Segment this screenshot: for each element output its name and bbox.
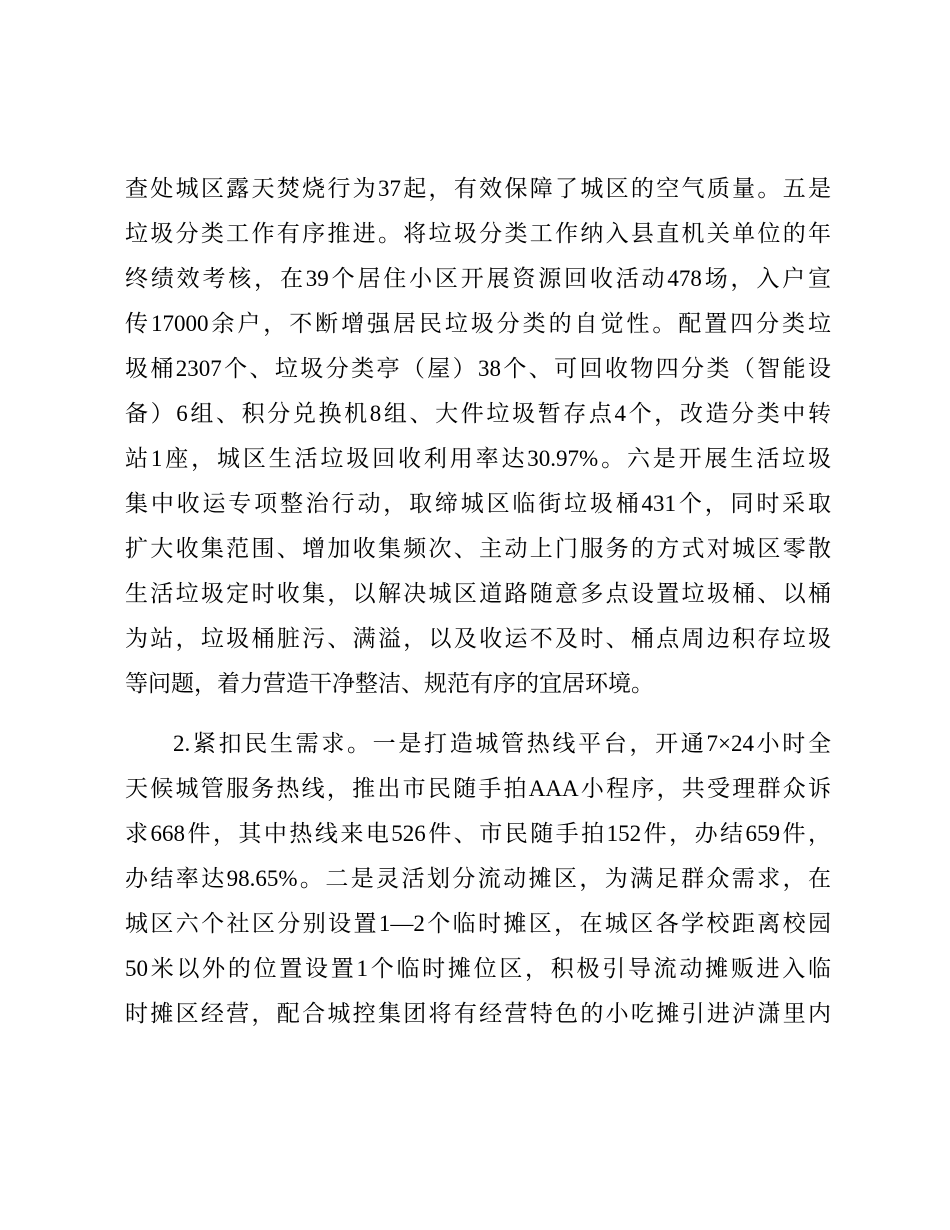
text-line: 集中收运专项整治行动，取缔城区临街垃圾桶431个，同时采取 xyxy=(125,491,831,516)
text-line: 站1座，城区生活垃圾回收利用率达30.97%。六是开展生活垃圾 xyxy=(125,446,831,471)
text-line: 50米以外的位置设置1个临时摊位区，积极引导流动摊贩进入临 xyxy=(125,956,831,981)
paragraph-waste-sorting xyxy=(125,166,831,706)
text-line: 传17000余户，不断增强居民垃圾分类的自觉性。配置四分类垃 xyxy=(125,311,831,336)
text-line: 圾桶2307个、垃圾分类亭（屋）38个、可回收物四分类（智能设 xyxy=(125,356,831,381)
text-line: 生活垃圾定时收集，以解决城区道路随意多点设置垃圾桶、以桶 xyxy=(125,581,831,606)
paragraph-livelihood-needs xyxy=(125,721,831,1036)
text-line: 办结率达98.65%。二是灵活划分流动摊区，为满足群众需求，在 xyxy=(125,866,831,891)
text-line: 天候城管服务热线，推出市民随手拍AAA小程序，共受理群众诉 xyxy=(125,776,831,801)
text-line: 垃圾分类工作有序推进。将垃圾分类工作纳入县直机关单位的年 xyxy=(125,221,831,246)
text-line: 城区六个社区分别设置1—2个临时摊区，在城区各学校距离校园 xyxy=(125,911,831,936)
text-line: 查处城区露天焚烧行为37起，有效保障了城区的空气质量。五是 xyxy=(125,176,831,201)
document-page xyxy=(125,166,831,1051)
text-line: 终绩效考核，在39个居住小区开展资源回收活动478场，入户宣 xyxy=(125,266,831,291)
text-line: 为站，垃圾桶脏污、满溢，以及收运不及时、桶点周边积存垃圾 xyxy=(125,626,831,651)
text-line: 备）6组、积分兑换机8组、大件垃圾暂存点4个，改造分类中转 xyxy=(125,401,831,426)
text-line: 时摊区经营，配合城控集团将有经营特色的小吃摊引进泸潇里内 xyxy=(125,1001,831,1026)
text-line: 扩大收集范围、增加收集频次、主动上门服务的方式对城区零散 xyxy=(125,536,831,561)
text-line: 等问题，着力营造干净整洁、规范有序的宜居环境。 xyxy=(125,671,654,696)
text-line: 求668件，其中热线来电526件、市民随手拍152件，办结659件， xyxy=(125,821,831,846)
text-line: 2.紧扣民生需求。一是打造城管热线平台，开通7×24小时全 xyxy=(173,731,831,756)
